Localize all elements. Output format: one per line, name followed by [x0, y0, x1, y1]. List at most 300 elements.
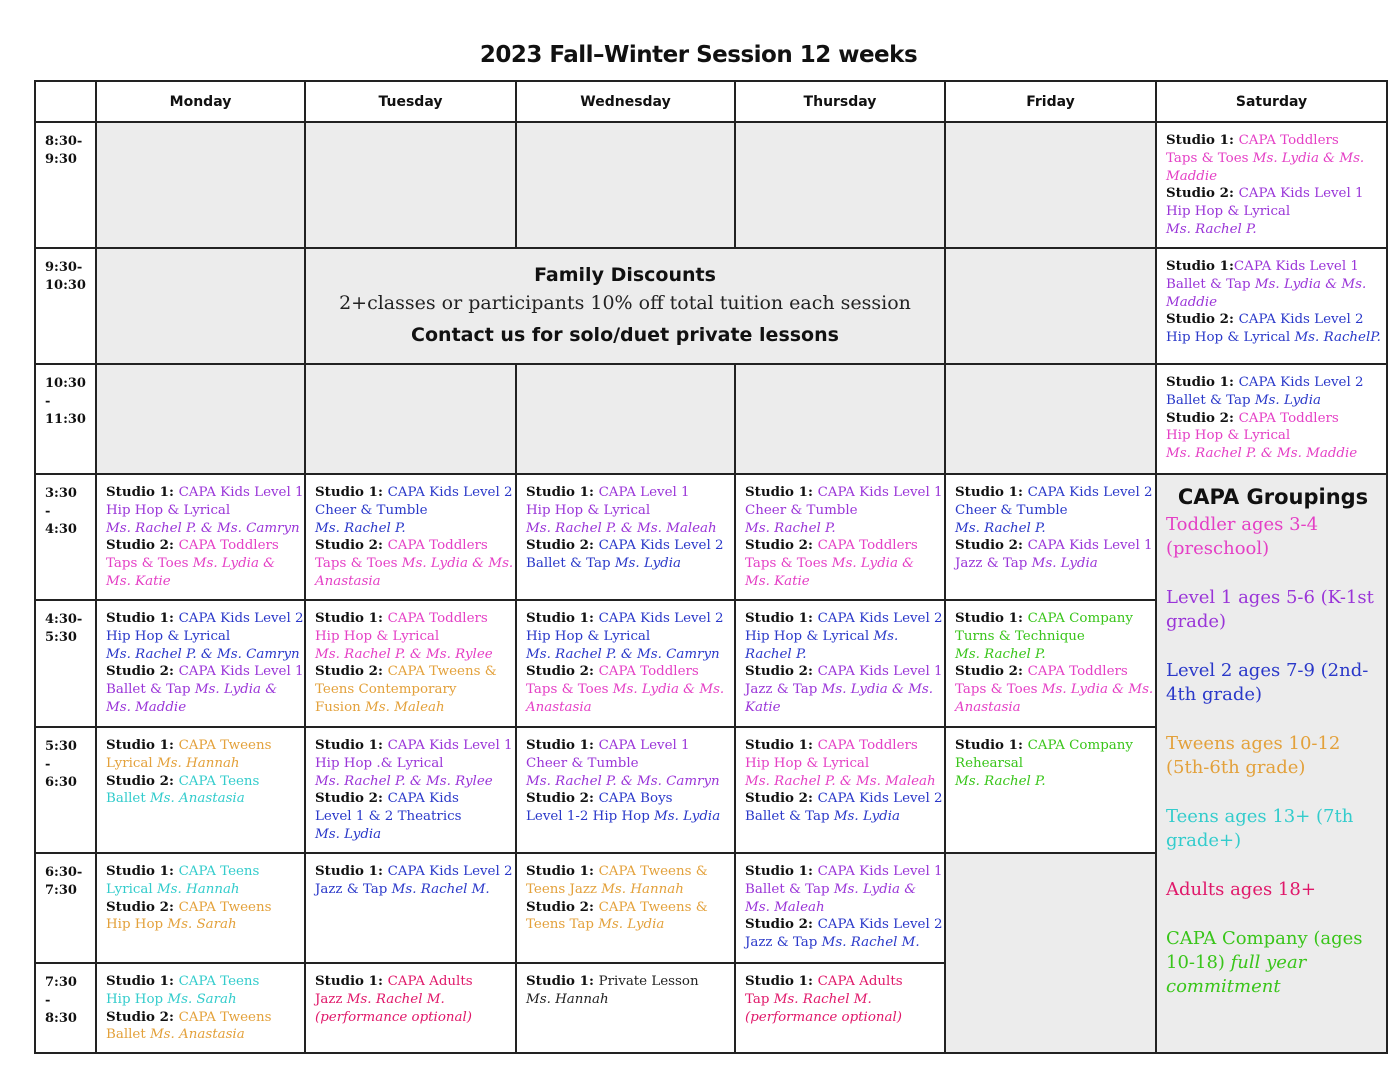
class-line [745, 520, 940, 538]
time-label [35, 853, 96, 963]
studio-label: CAPA Kids Level 2 [178, 611, 304, 626]
time-label [35, 248, 96, 364]
class-line [526, 808, 730, 826]
grouping-text: Toddler ages 3-4 (preschool) [1166, 514, 1319, 559]
class-line [745, 537, 940, 555]
class-line [745, 502, 940, 520]
class-text: CAPA Toddlers [1238, 410, 1339, 426]
class-text: Ms. Anastasia [149, 1027, 245, 1043]
time-line: 5:30 [45, 630, 77, 645]
class-cell [1156, 364, 1387, 474]
class-text: Ms. Lydia & [833, 881, 917, 897]
class-line [745, 573, 940, 591]
class-cell [305, 600, 516, 727]
class-line [745, 484, 943, 502]
empty-slot [516, 364, 735, 474]
studio-label: Ms. Lydia [315, 826, 382, 842]
class-text: Ms. Lydia & [831, 556, 915, 572]
class-text: Ms. Rachel P. & Ms. Camryn [526, 773, 720, 789]
studio-label: Studio 1: [526, 484, 599, 500]
class-line [1166, 168, 1382, 186]
class-text: Fusion [315, 699, 366, 715]
class-cell [96, 963, 305, 1053]
class-line [315, 628, 511, 646]
class-text: Taps & Toes [955, 682, 1042, 698]
capa-groupings [1156, 474, 1387, 1053]
class-line [955, 610, 1151, 628]
studio-label: Studio 1: [1166, 258, 1234, 274]
class-cell [516, 853, 735, 963]
class-text: Ms. Rachel P. [1166, 221, 1257, 237]
class-line [745, 610, 943, 628]
class-text: Ms. Rachel M. [773, 991, 872, 1007]
class-line [745, 991, 940, 1009]
class-cell [945, 600, 1156, 727]
class-line [526, 863, 730, 881]
time-row [35, 364, 1387, 474]
time-line: 7:30 [45, 975, 77, 990]
time-line: 7:30 [45, 883, 77, 898]
studio-label: Studio 1: [315, 973, 388, 989]
header-row [35, 81, 1387, 122]
empty-slot [945, 853, 1156, 1053]
class-text: Ballet [106, 1027, 150, 1043]
time-row [35, 122, 1387, 248]
class-line [106, 899, 300, 917]
class-line [526, 699, 730, 717]
studio-label: Cheer & Tumble [955, 502, 1068, 518]
studio-label: CAPA Kids Level 2 [387, 864, 513, 879]
class-text: CAPA Teens [178, 974, 260, 989]
class-line [955, 755, 1151, 773]
class-line [526, 628, 730, 646]
class-line [745, 881, 940, 899]
class-line [315, 681, 511, 699]
class-text: Ms. Maleah [745, 899, 825, 915]
studio-label: Studio 2: [106, 772, 179, 789]
class-line [745, 790, 943, 808]
studio-label: Studio 2: [1166, 185, 1239, 202]
empty-slot [945, 248, 1156, 364]
class-text: CAPA Tweens [178, 1009, 272, 1025]
class-text: Ms. Katie [106, 573, 171, 589]
class-line [526, 520, 730, 538]
studio-label: Ballet & Tap [526, 556, 615, 572]
class-line [1166, 132, 1382, 150]
studio-label: Studio 1: [106, 610, 179, 626]
studio-label: Ms. [873, 628, 899, 644]
class-line [106, 790, 300, 808]
studio-label: Studio 1: [745, 863, 818, 879]
time-label [35, 963, 96, 1053]
studio-label: CAPA Kids Level 2 [1238, 312, 1364, 328]
grouping-item [1166, 878, 1380, 902]
empty-slot [516, 122, 735, 248]
class-line [955, 646, 1151, 664]
studio-label: Studio 2: [955, 663, 1028, 680]
time-line: 11:30 [45, 412, 86, 427]
studio-label: Studio 1: [745, 973, 818, 989]
class-text: Ms. Rachel P. & Ms. Maleah [745, 773, 936, 789]
empty-slot [945, 122, 1156, 248]
class-text: Ballet & Tap [1166, 276, 1255, 292]
class-line [955, 555, 1151, 573]
class-line [526, 790, 730, 808]
class-line [526, 484, 730, 502]
class-text: Ms. Sarah [167, 917, 237, 933]
class-text: CAPA Tweens & [598, 899, 708, 915]
class-line [526, 681, 730, 699]
studio-label: CAPA Kids [387, 791, 459, 807]
class-text: CAPA Level 1 [598, 485, 690, 500]
class-line [106, 646, 300, 664]
class-cell [945, 474, 1156, 600]
corner-cell [35, 81, 96, 122]
class-line [1166, 150, 1382, 168]
class-line [745, 973, 940, 991]
studio-label: Studio 1: [315, 863, 388, 879]
class-line [315, 646, 511, 664]
studio-label: Studio 2: [526, 790, 599, 807]
studio-label: Ms. Lydia [1254, 392, 1321, 408]
class-text: Jazz & Tap [955, 556, 1032, 572]
studio-label: Studio 2: [1166, 409, 1239, 426]
studio-label: Studio 1: [955, 484, 1028, 500]
studio-label: Studio 1: [106, 737, 179, 753]
class-text: CAPA Kids Level 1 [387, 738, 513, 753]
class-line [315, 537, 511, 555]
class-text: Hip Hop [106, 991, 168, 1007]
class-line [526, 537, 730, 555]
studio-label: Ms. Rachel M. [821, 935, 920, 951]
studio-label: Ms. RachelP. [1294, 330, 1381, 346]
studio-label: Studio 2: [106, 1008, 179, 1025]
banner-contact: Contact us for solo/duet private lessons [411, 324, 839, 346]
class-line [955, 537, 1151, 555]
studio-label: Ms. Rachel P. & Ms. Camryn [106, 646, 300, 662]
class-text: Anastasia [315, 573, 381, 589]
class-line [745, 646, 940, 664]
class-text: (performance optional) [745, 1009, 902, 1025]
class-text: CAPA Teens [178, 864, 260, 879]
studio-label: Studio 2: [106, 898, 179, 915]
class-line [526, 502, 730, 520]
class-text: CAPA Toddlers [387, 538, 488, 554]
studio-label: Studio 1: [955, 737, 1028, 753]
class-line [745, 1009, 940, 1027]
grouping-item [1166, 805, 1380, 853]
class-text: Ms. Lydia & Ms. [1252, 150, 1365, 166]
studio-label: Ms. Rachel P. [955, 520, 1046, 536]
grouping-item [1166, 732, 1380, 780]
class-line [315, 502, 511, 520]
studio-label: Ballet & Tap [745, 809, 834, 825]
family-discounts-banner [305, 248, 945, 364]
class-line [315, 699, 511, 717]
class-text: Ms. Maleah [365, 699, 445, 715]
page-title: 2023 Fall–Winter Session 12 weeks [479, 42, 918, 68]
day-header: Wednesday [516, 81, 735, 122]
class-line [745, 699, 940, 717]
class-text: Ms. Lydia [598, 917, 665, 933]
class-cell [735, 474, 945, 600]
studio-label: Studio 1: [526, 737, 599, 753]
class-text: Tap [745, 991, 774, 1007]
class-line [1166, 294, 1382, 312]
time-line: - [45, 504, 51, 519]
studio-label: Ms. Lydia [614, 556, 681, 572]
class-text: Turns & Technique [955, 628, 1085, 644]
class-text: CAPA Adults [817, 974, 903, 989]
time-line: 9:30- [45, 260, 83, 275]
studio-label: Ms. Hannah [526, 991, 609, 1007]
studio-label: Studio 2: [315, 537, 388, 554]
class-text: Ballet & Tap [745, 881, 834, 897]
class-line [106, 502, 300, 520]
empty-slot [305, 364, 516, 474]
class-text: Hip Hop & Lyrical [745, 755, 870, 771]
class-text: CAPA Level 1 [598, 738, 690, 753]
grouping-item [1166, 659, 1380, 707]
class-line [315, 790, 511, 808]
class-text: Ms. Rachel M. [346, 991, 445, 1007]
class-line [1166, 276, 1382, 294]
class-line [526, 663, 730, 681]
class-line [955, 520, 1151, 538]
class-text: Teens Jazz [526, 881, 602, 897]
class-line [745, 681, 940, 699]
studio-label: Ballet & Tap [1166, 392, 1255, 408]
class-text: CAPA Company [1027, 611, 1133, 626]
class-line [1166, 203, 1382, 221]
time-line: 8:30- [45, 134, 83, 149]
studio-label: Studio 2: [526, 537, 599, 554]
class-line [745, 773, 940, 791]
studio-label: Studio 1: [315, 737, 388, 753]
class-line [526, 555, 730, 573]
time-line: 4:30- [45, 612, 83, 627]
class-line [315, 973, 511, 991]
class-text: Taps & Toes [526, 682, 613, 698]
class-text: CAPA Toddlers [1238, 133, 1339, 148]
studio-label: CAPA Kids Level 2 [817, 917, 943, 933]
class-text: Rehearsal [955, 755, 1024, 771]
class-line [106, 973, 300, 991]
class-text: Hip Hop & Lyrical [526, 502, 651, 518]
time-label [35, 364, 96, 474]
class-text: Ms. Lydia & Ms. [401, 556, 514, 572]
studio-label: Studio 1: [526, 973, 599, 989]
studio-label: Private Lesson [598, 974, 699, 989]
studio-label: Studio 1: [106, 484, 179, 500]
class-line [526, 991, 730, 1009]
class-line [955, 699, 1151, 717]
class-line [745, 808, 940, 826]
studio-label: Cheer & Tumble [315, 502, 428, 518]
studio-label: Studio 2: [315, 790, 388, 807]
class-cell [516, 727, 735, 853]
class-line [526, 646, 730, 664]
studio-label: Studio 1: [955, 610, 1028, 626]
day-header: Tuesday [305, 81, 516, 122]
class-text: Ms. Lydia [1031, 556, 1098, 572]
class-text: CAPA Tweens [178, 738, 272, 753]
time-line: 6:30 [45, 775, 77, 790]
class-text: CAPA Toddlers [178, 538, 279, 554]
groupings-title: CAPA Groupings [1177, 485, 1369, 509]
class-line [955, 681, 1154, 699]
studio-label: CAPA Kids Level 2 [1238, 375, 1364, 390]
studio-label: Studio 1: [1166, 132, 1239, 148]
class-text: Teens Tap [526, 917, 599, 933]
class-line [745, 899, 940, 917]
class-text: Ms. Lydia & Ms. [1254, 276, 1367, 292]
class-line [1166, 374, 1382, 392]
class-line [106, 520, 300, 538]
class-text: Ms. Rachel P. [745, 520, 836, 536]
empty-slot [735, 364, 945, 474]
class-text: Jazz & Tap [745, 682, 822, 698]
class-text: Ms. Rachel P. & Ms. Maddie [1166, 446, 1358, 462]
time-line: 10:30 [45, 278, 86, 293]
grouping-text: Level 1 ages 5-6 (K-1st grade) [1166, 587, 1374, 632]
studio-label: Hip Hop & Lyrical [1166, 330, 1295, 346]
class-text: CAPA Tweens & [598, 864, 708, 879]
class-text: Maddie [1166, 168, 1218, 184]
class-text: Ms. Hannah [156, 755, 240, 771]
studio-label: Studio 1: [315, 610, 388, 626]
grouping-text: Teens ages 13+ (7th grade+) [1166, 806, 1354, 851]
empty-slot [305, 122, 516, 248]
class-text: Hip Hop & Lyrical [106, 502, 231, 518]
studio-label: Ms. Lydia [654, 809, 721, 825]
class-line [315, 520, 511, 538]
class-line [745, 628, 940, 646]
class-text: CAPA Kids Level 1 [1233, 259, 1359, 274]
class-text: CAPA Kids Level 1 [1027, 538, 1153, 554]
class-line [315, 555, 514, 573]
time-line: 6:30- [45, 865, 83, 880]
class-text: Ms. Rachel P. [955, 773, 1046, 789]
studio-label: Studio 2: [1166, 311, 1239, 328]
class-line [106, 628, 300, 646]
class-text: Cheer & Tumble [526, 755, 639, 771]
class-line [745, 755, 940, 773]
class-text: Ms. Lydia & [194, 682, 278, 698]
class-text: Taps & Toes [745, 556, 832, 572]
class-line [526, 610, 730, 628]
class-line [745, 934, 940, 952]
class-line [526, 916, 730, 934]
class-text: CAPA Kids Level 1 [1238, 186, 1364, 202]
class-text: CAPA Kids Level 1 [817, 664, 943, 680]
time-line: 8:30 [45, 1011, 77, 1026]
class-text: Ms. Hannah [156, 881, 240, 897]
studio-label: Studio 1: [526, 610, 599, 626]
class-text: Hip Hop & Lyrical [315, 628, 440, 644]
class-text: CAPA Toddlers [598, 664, 699, 680]
day-header: Thursday [735, 81, 945, 122]
class-text: Katie [745, 699, 781, 715]
class-cell [516, 963, 735, 1053]
grouping-text: Tweens ages 10-12 (5th-6th grade) [1166, 733, 1341, 778]
class-text: Hip Hop .& Lyrical [315, 755, 444, 771]
studio-label: CAPA Kids Level 2 [387, 485, 513, 500]
studio-label: Studio 1: [526, 863, 599, 879]
class-text: CAPA Company [1027, 738, 1133, 753]
class-text: Lyrical [106, 755, 157, 771]
class-cell [96, 474, 305, 600]
class-text: CAPA Toddlers [817, 538, 918, 554]
class-line [1166, 427, 1382, 445]
empty-slot [96, 248, 305, 364]
class-text: Ms. Rachel P. [955, 646, 1046, 662]
grouping-item [1166, 513, 1380, 561]
class-line [315, 484, 511, 502]
class-line [1166, 329, 1382, 347]
class-line [106, 573, 300, 591]
class-text: Teens Contemporary [315, 682, 457, 698]
class-line [1166, 258, 1382, 276]
empty-slot [945, 364, 1156, 474]
class-line [745, 863, 943, 881]
time-label [35, 600, 96, 727]
class-line [315, 826, 511, 844]
class-line [106, 663, 304, 681]
studio-label: Studio 1: [106, 973, 179, 989]
time-line: 3:30 [45, 486, 77, 501]
class-line [106, 737, 300, 755]
class-text: Taps & Toes [106, 556, 193, 572]
class-text: Taps & Toes [315, 556, 402, 572]
class-line [955, 502, 1151, 520]
studio-label: Hip Hop & Lyrical [745, 628, 874, 644]
groupings-list [1166, 513, 1380, 999]
class-cell [305, 963, 516, 1053]
studio-label: Hip Hop & Lyrical [526, 628, 651, 644]
class-text: Ms. Sarah [167, 991, 237, 1007]
class-line [745, 737, 940, 755]
class-line [526, 973, 730, 991]
class-line [315, 1009, 511, 1027]
time-line: - [45, 993, 51, 1008]
class-line [106, 537, 300, 555]
class-text: Maddie [1166, 294, 1218, 310]
studio-label: CAPA Kids Level 2 [817, 611, 943, 626]
studio-label: Rachel P. [745, 646, 807, 662]
class-text: Ms. Hannah [601, 881, 684, 897]
class-cell [945, 727, 1156, 853]
time-line: 10:30 [45, 376, 86, 391]
banner-heading: Family Discounts [534, 264, 716, 286]
grouping-note: full year commitment [1166, 952, 1307, 997]
studio-label: Studio 2: [745, 663, 818, 680]
class-cell [96, 600, 305, 727]
class-line [106, 699, 300, 717]
time-row [35, 474, 1387, 600]
class-text: CAPA Tweens [178, 899, 272, 915]
class-line [106, 610, 304, 628]
class-line [106, 881, 300, 899]
studio-label: Ms. Rachel P. & Ms. Camryn [526, 646, 720, 662]
class-line [1166, 445, 1382, 463]
class-line [1166, 221, 1382, 239]
class-text: CAPA Toddlers [1027, 664, 1128, 680]
studio-label: CAPA Kids Level 2 [1027, 485, 1153, 500]
time-label [35, 122, 96, 248]
class-text: Taps & Toes [1166, 150, 1253, 166]
studio-label: Level 1-2 Hip Hop [526, 809, 655, 825]
